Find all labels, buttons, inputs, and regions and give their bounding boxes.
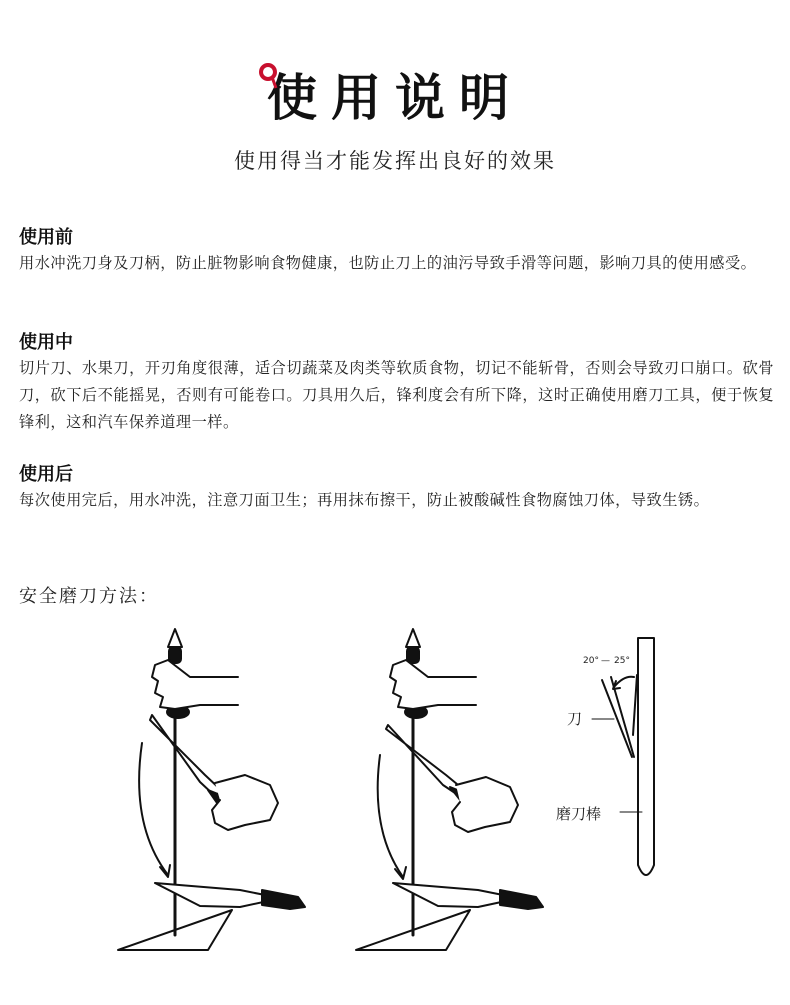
left-hand xyxy=(152,660,238,709)
rod-tip xyxy=(406,629,420,647)
section-body: 用水冲洗刀身及刀柄，防止脏物影响食物健康，也防止刀上的油污导致手滑等问题，影响刀具的使用感受。 xyxy=(19,254,757,272)
section-heading: 使用前 xyxy=(19,227,73,248)
section-body: 每次使用完后，用水冲洗，注意刀面卫生；再用抹布擦干，防止被酸碱性食物腐蚀刀体，导致生锈。 xyxy=(19,491,710,509)
angle-min-label: 20° xyxy=(583,656,599,666)
section-heading: 使用后 xyxy=(19,464,73,485)
page-title xyxy=(267,58,523,130)
knife-blade xyxy=(150,715,222,796)
motion-arrow xyxy=(139,743,168,875)
right-hand xyxy=(452,777,518,832)
sharpening-illustration xyxy=(0,615,790,1005)
rod-tip xyxy=(168,629,182,647)
figure-3-angle-diagram xyxy=(592,638,654,875)
section-after-use xyxy=(19,463,774,514)
figure-1 xyxy=(118,629,305,950)
angle-max-label: 25° xyxy=(614,656,630,666)
lower-knife-handle xyxy=(262,890,305,909)
sharpening-method-title: 安全磨刀方法： xyxy=(19,586,159,607)
lower-knife-blade xyxy=(155,883,268,907)
rod-label: 磨刀棒 xyxy=(556,805,602,823)
angle-arc xyxy=(614,677,634,687)
page-title-text: 使用说明 xyxy=(267,68,523,127)
section-heading: 使用中 xyxy=(19,332,73,353)
section-before-use xyxy=(19,226,774,277)
sharpening-rod-outline xyxy=(638,638,654,875)
pin-mark-icon xyxy=(257,62,279,94)
section-body: 切片刀、水果刀，开刃角度很薄，适合切蔬菜及肉类等软质食物，切记不能斩骨，否则会导致刃口崩口。砍骨刀，砍下后不能摇晃，否则有可能卷口。刀具用久后，锋利度会有所下降，这时正确使用磨刀工具，便于恢复锋利，这和汽车保养道理一样。 xyxy=(19,359,774,431)
left-hand xyxy=(390,660,476,709)
section-during-use xyxy=(19,331,774,436)
rod-handle xyxy=(407,647,419,663)
rod-reference-line xyxy=(633,675,637,735)
rod-handle xyxy=(169,647,181,663)
lower-knife-blade xyxy=(393,883,506,907)
lower-knife-handle xyxy=(500,890,543,909)
knife-blade xyxy=(386,725,463,795)
title-area xyxy=(0,58,790,130)
figure-2 xyxy=(356,629,543,950)
page-subtitle: 使用得当才能发挥出良好的效果 xyxy=(234,149,556,173)
right-hand xyxy=(212,775,278,830)
knife-label: 刀 xyxy=(567,710,583,728)
angle-separator: — xyxy=(601,656,610,666)
motion-arrow xyxy=(378,755,403,877)
